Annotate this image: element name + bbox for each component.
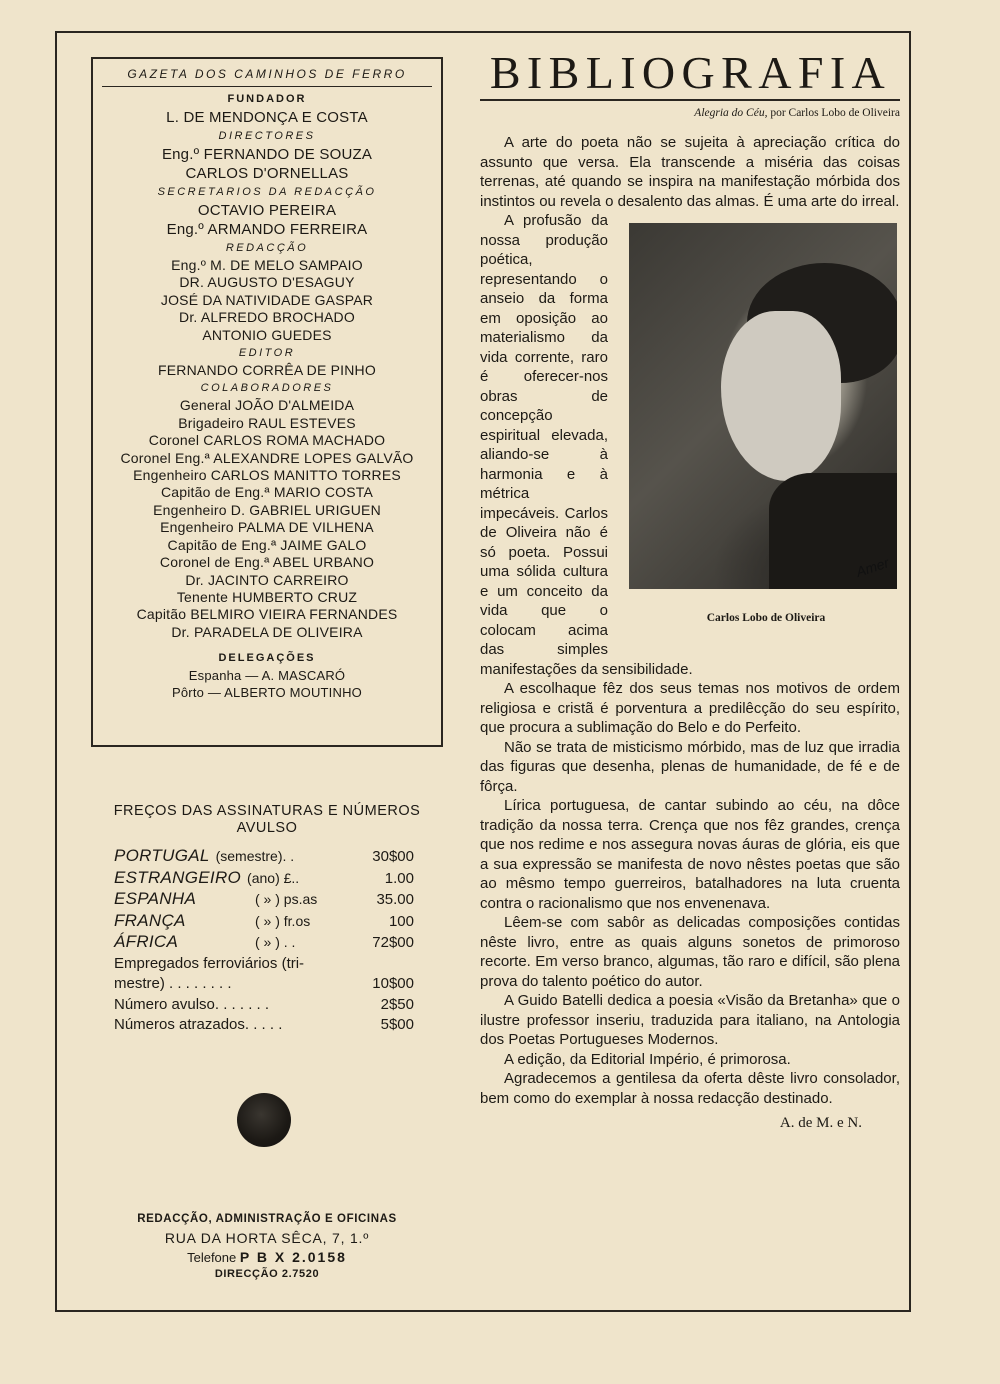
fundador-name: L. DE MENDONÇA E COSTA (166, 109, 368, 126)
book-title: Alegria do Céu, (694, 107, 768, 119)
price-period: ( » ) . . (255, 934, 296, 950)
ferroviarios-label: mestre) . . . . . . . . (114, 975, 232, 992)
colaborador-name: Dr. JACINTO CARREIRO (185, 571, 349, 588)
delegacoes-label: DELEGAÇÕES (218, 652, 316, 665)
article-paragraph: Agradecemos a gentilesa da oferta dêste livro consolador, bem como do exemplar à nossa redacção destinado. (480, 1070, 900, 1107)
price-region: PORTUGAL (114, 846, 210, 865)
colaborador-name: Coronel CARLOS ROMA MACHADO (148, 432, 386, 449)
price-row (114, 974, 414, 995)
price-value: 2$50 (380, 995, 414, 1013)
price-period: ( » ) ps.as (255, 891, 318, 907)
price-row (114, 868, 414, 890)
colaborador-name: Brigadeiro RAUL ESTEVES (178, 414, 356, 431)
heading-rule (480, 99, 900, 101)
portrait-photo (629, 223, 897, 589)
colaborador-name: Capitão de Eng.ª JAIME GALO (167, 536, 367, 553)
secretario-name: OCTAVIO PEREIRA (197, 202, 337, 219)
fundador-label: FUNDADOR (227, 93, 307, 105)
phone-value: P B X 2.0158 (239, 1249, 347, 1265)
colaborador-name: Engenheiro CARLOS MANITTO TORRES (133, 467, 401, 484)
article-body (480, 133, 900, 1134)
address-phone (91, 1248, 443, 1267)
avulso-label: Número avulso. . . . . . . (114, 995, 270, 1013)
price-value: 5$00 (380, 1016, 414, 1033)
article-paragraph: A edição, da Editorial Império, é primorosa. (504, 1050, 791, 1068)
address-heading: REDACÇÃO, ADMINISTRAÇÃO E OFICINAS (137, 1213, 397, 1225)
price-value: 1.00 (384, 869, 414, 887)
prices-title-2: AVULSO (236, 820, 298, 836)
delegacao-line: Pôrto — ALBERTO MOUTINHO (172, 685, 362, 701)
secretario-name: Eng.º ARMANDO FERREIRA (166, 221, 368, 238)
price-dots: . (295, 869, 300, 886)
price-region: ESPANHA (114, 889, 197, 908)
prices-title: FREÇOS DAS ASSINATURAS E NÚMEROS (113, 803, 421, 819)
colaborador-name: Capitão BELMIRO VIEIRA FERNANDES (136, 606, 398, 623)
portrait-figure (622, 223, 900, 648)
colaborador-name: General JOÃO D'ALMEIDA (179, 397, 355, 414)
atrazados-label: Números atrazados. . . . . (114, 1016, 283, 1033)
price-row (114, 911, 414, 933)
address-direccao: DIRECÇÃO 2.7520 (214, 1268, 320, 1280)
delegacao-line: Espanha — A. MASCARÓ (188, 668, 346, 684)
article-paragraph: Lírica portuguesa, de cantar subindo ao céu, na dôce tradição da nossa terra. Crença que nos fêz grandes, crença que nos redime e nos assegura novas áuras de glória, eis que a sua expressão se manifesta de novo nêstes poetas que são ao mêsmo tempo guerreiros, batalhadores na luta cruenta contra o racionalismo que nos envenenava. (480, 797, 900, 912)
phone-label: Telefone (187, 1250, 237, 1265)
colaborador-name: Tenente HUMBERTO CRUZ (176, 588, 358, 605)
portrait-caption: Carlos Lobo de Oliveira (706, 612, 826, 624)
article-paragraph: A Guido Batelli dedica a poesia «Visão da Bretanha» que o ilustre professor inseriu, traduzida para italiano, na Antologia dos Poetas Portugueses Modernos. (480, 992, 900, 1048)
colaboradores-label: COLABORADORES (200, 382, 334, 395)
redaccao-name: JOSÉ DA NATIVIDADE GASPAR (160, 291, 374, 308)
price-period: (ano) £. (247, 869, 296, 886)
photo-signature: Amer (853, 553, 891, 580)
redaccao-label: REDACÇÃO (225, 242, 309, 254)
editor-name: FERNANDO CORRÊA DE PINHO (158, 362, 376, 379)
price-value: 35.00 (376, 891, 414, 908)
masthead-box (91, 57, 443, 747)
article-heading: BIBLIOGRAFIA (489, 47, 892, 98)
masthead-title: GAZETA DOS CAMINHOS DE FERRO (127, 67, 407, 81)
director-name: Eng.º FERNANDO DE SOUZA (161, 146, 373, 163)
masthead-rule (102, 86, 432, 87)
article-paragraph: Lêem-se com sabôr as delicadas composições contidas nêste livro, entre as quais alguns sonetos de primoroso recorte. Em verso branco, algumas, tão raro e difícil, são plena prova do talento poético do autor. (480, 914, 900, 990)
price-region: FRANÇA (114, 910, 186, 930)
editor-label: EDITOR (238, 347, 296, 360)
article-paragraph: A profusão da nossa produção poética, representando o anseio da forma em oposição ao materialismo da vida corrente, raro é oferecer-nos obras de concepção espiritual elevada, aliando-se à harmonia e à métrica impecáveis. Carlos de Oliveira não é só poeta. Possui uma sólida cultura e um conceito da vida que o colocam acima das simples manifestações da sensibilidade. (480, 212, 693, 678)
colaborador-name: Dr. PARADELA DE OLIVEIRA (171, 623, 363, 640)
colaborador-name: Coronel de Eng.ª ABEL URBANO (159, 554, 375, 571)
price-region: ÁFRICA (114, 932, 179, 951)
colaborador-name: Engenheiro D. GABRIEL URIGUEN (153, 501, 381, 518)
price-row (114, 995, 414, 1016)
price-row (114, 1015, 414, 1036)
address-street: RUA DA HORTA SÊCA, 7, 1.º (164, 1230, 370, 1246)
article-byline (480, 106, 900, 120)
address-block (91, 1210, 443, 1282)
price-value: 100 (388, 912, 414, 930)
article-signature: A. de M. e N. (779, 1115, 862, 1131)
redaccao-name: ANTONIO GUEDES (202, 326, 332, 343)
emblem-seal (237, 1093, 291, 1147)
price-row (114, 846, 414, 868)
redaccao-name: DR. AUGUSTO D'ESAGUY (179, 274, 355, 291)
price-region: ESTRANGEIRO (114, 867, 242, 887)
colaborador-name: Coronel Eng.ª ALEXANDRE LOPES GALVÃO (120, 449, 414, 466)
price-row (114, 932, 414, 954)
ferroviarios-line: Empregados ferroviários (tri- (114, 954, 305, 972)
secretarios-label: SECRETARIOS DA REDACÇÃO (157, 186, 377, 198)
price-dots: . . (282, 848, 295, 864)
directores-label: DIRECTORES (218, 130, 316, 142)
colaborador-name: Capitão de Eng.ª MARIO COSTA (160, 484, 374, 501)
article-paragraph: Não se trata de misticismo mórbido, mas de luz que irradia das figuras que desenha, plenas de humanidade, de fé e de fôrça. (480, 738, 900, 795)
colaborador-name: Engenheiro PALMA DE VILHENA (160, 519, 374, 536)
price-value: 10$00 (372, 975, 414, 992)
redaccao-name: Dr. ALFREDO BROCHADO (179, 309, 355, 326)
price-value: 30$00 (372, 848, 414, 865)
director-name: CARLOS D'ORNELLAS (185, 165, 349, 182)
book-author: por Carlos Lobo de Oliveira (767, 107, 900, 119)
price-period: (semestre) (215, 848, 283, 864)
subscription-prices (91, 803, 443, 1036)
redaccao-name: Eng.º M. DE MELO SAMPAIO (171, 257, 363, 273)
price-period: ( » ) fr.os (255, 912, 311, 929)
article-paragraph: A arte do poeta não se sujeita à apreciação crítica do assunto que versa. Ela transcende a miséria das coisas terrenas, até quando se inspira na manifestação mórbida dos instintos ou revela o desalento das almas. É uma arte do irreal. (480, 134, 900, 210)
article-paragraph: A escolhaque fêz dos seus temas nos motivos de ordem religiosa e cristã é porventura a predilêcção do seu espírito, que procura a sublimação do Belo e do Perfeito. (480, 680, 900, 736)
price-value: 72$00 (372, 934, 414, 951)
price-row (114, 889, 414, 911)
